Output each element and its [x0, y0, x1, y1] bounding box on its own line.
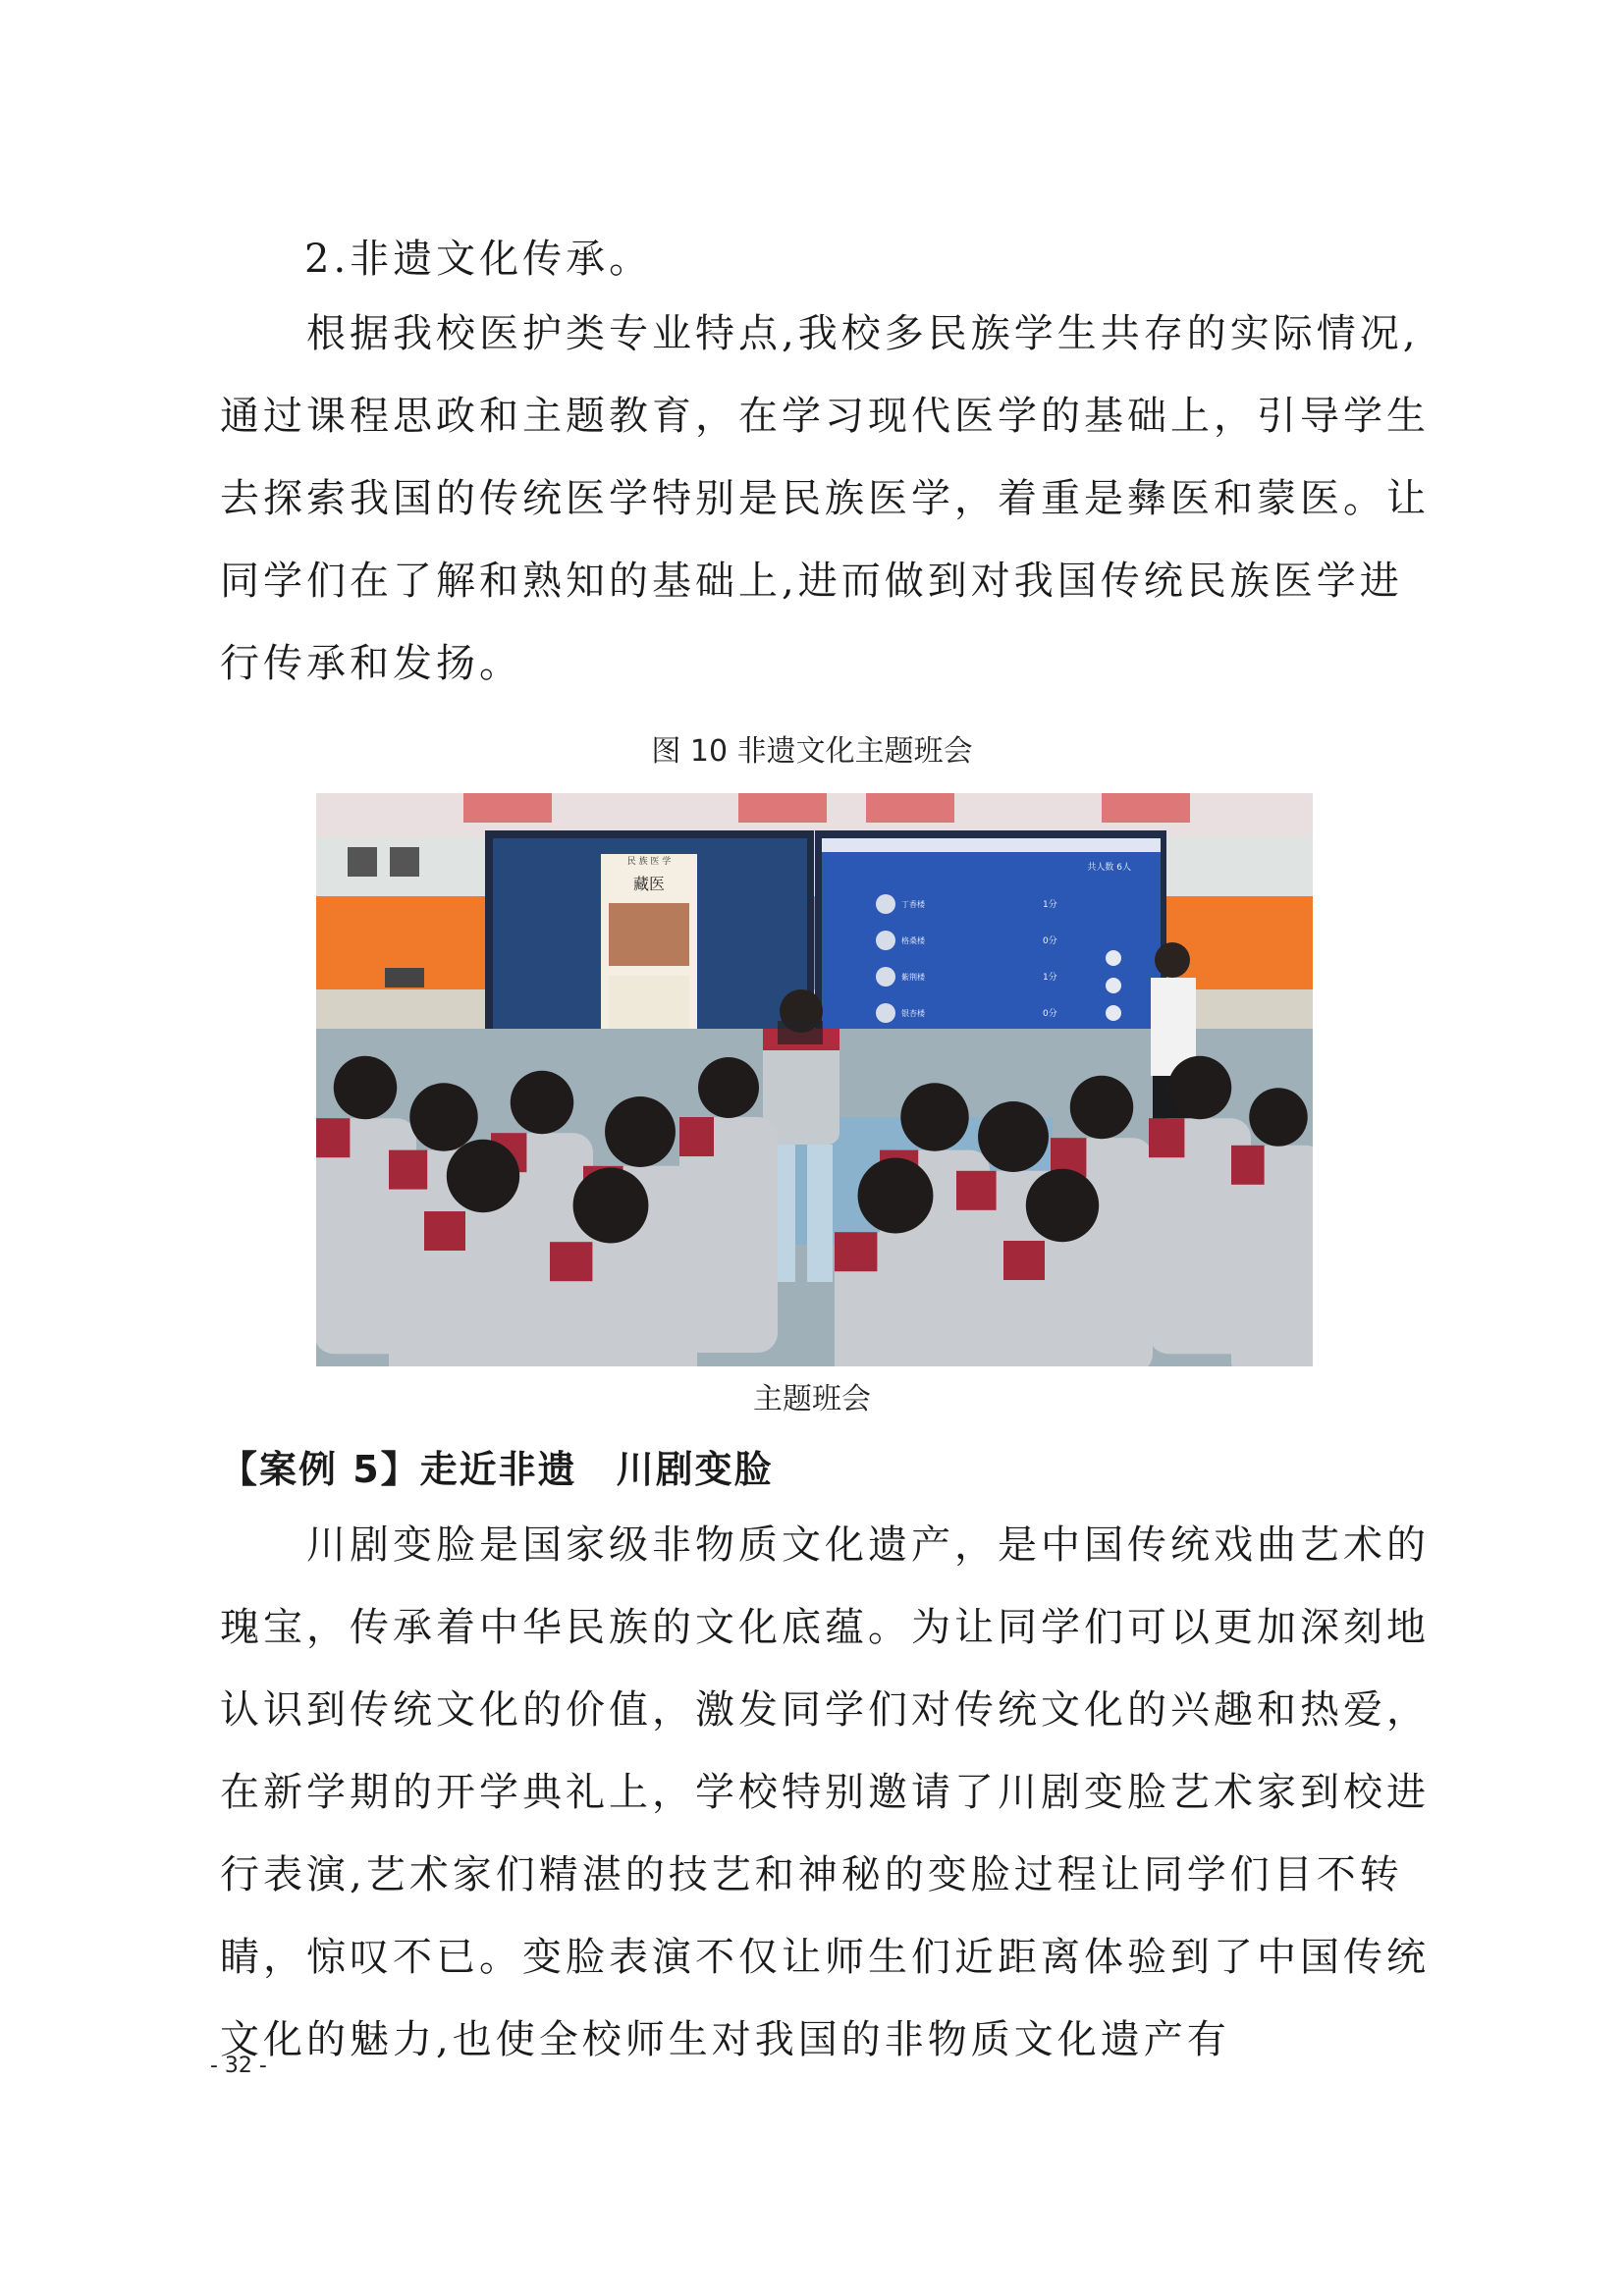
score-avatar: [876, 1003, 895, 1023]
paragraph-heritage: 根据我校医护类专业特点,我校多民族学生共存的实际情况,通过课程思政和主题教育，在学习现代医学的基础上，引导学生去探索我国的传统医学特别是民族医学，着重是彝医和蒙医。让同学们在了解和熟知的基础上,进而做到对我国传统民族医学进行传承和发扬。: [220, 311, 1430, 686]
score-avatar: [876, 967, 895, 987]
score-name: 格桑楼: [901, 936, 925, 945]
score-name: 丁香楼: [901, 900, 925, 909]
student-head: [1249, 1088, 1308, 1147]
score-avatar: [876, 931, 895, 950]
student-sleeve: [835, 1232, 877, 1271]
figure-caption-bottom: 主题班会: [753, 1382, 871, 1416]
student-head: [1168, 1056, 1231, 1119]
student-head: [1026, 1169, 1099, 1242]
student-head: [1070, 1076, 1133, 1139]
student-sleeve: [550, 1242, 592, 1281]
student-head: [698, 1057, 759, 1118]
score-value: 0分: [1043, 936, 1057, 946]
student-head: [334, 1056, 397, 1119]
student-sleeve: [1003, 1241, 1045, 1280]
left-screen-header: 民 族 医 学: [626, 857, 672, 867]
score-value: 1分: [1043, 900, 1057, 910]
student-head: [573, 1168, 649, 1244]
student-head: [447, 1140, 519, 1212]
case-heading: [220, 1439, 774, 1493]
student-head: [978, 1101, 1049, 1172]
score-avatar: [876, 894, 895, 914]
score-value: 1分: [1043, 973, 1057, 983]
classroom-photo: [316, 793, 1313, 1366]
student-sleeve: [389, 1150, 427, 1190]
case-label: 【案例 5】走近非遗: [220, 1448, 577, 1491]
item-title: 2.非遗文化传承。: [304, 237, 653, 282]
score-name: 银杏楼: [901, 1009, 925, 1018]
student-head: [511, 1071, 573, 1134]
student-head: [900, 1083, 968, 1150]
student-head: [605, 1096, 676, 1167]
paragraph-case: 川剧变脸是国家级非物质文化遗产，是中国传统戏曲艺术的瑰宝，传承着中华民族的文化底蕴。为让同学们可以更加深刻地认识到传统文化的价值，激发同学们对传统文化的兴趣和热爱，在新学期的开学典礼上，学校特别邀请了川剧变脸艺术家到校进行表演,艺术家们精湛的技艺和神秘的变脸过程让同学们目不转睛，惊叹不已。变脸表演不仅让师生们近距离体验到了中国传统文化的魅力,也使全校师生对我国的非物质文化遗产有: [220, 1522, 1430, 2062]
student-sleeve: [1231, 1146, 1265, 1185]
score-name: 紫荆楼: [901, 973, 925, 982]
score-value: 0分: [1043, 1009, 1057, 1019]
student-sleeve: [1149, 1118, 1184, 1157]
student-head: [858, 1158, 934, 1234]
student-head: [409, 1083, 477, 1150]
figure-caption-top: 图 10 非遗文化主题班会: [651, 734, 973, 769]
case-subtitle: 川剧变脸: [616, 1448, 774, 1491]
student-sleeve: [424, 1211, 465, 1251]
student-sleeve: [316, 1118, 350, 1157]
page-number: - 32 -: [210, 2054, 267, 2078]
student-sleeve: [679, 1117, 714, 1156]
student-sleeve: [956, 1171, 997, 1210]
left-screen-title: 藏医: [632, 875, 666, 893]
right-screen-count: 共人数 6人: [1087, 863, 1131, 873]
